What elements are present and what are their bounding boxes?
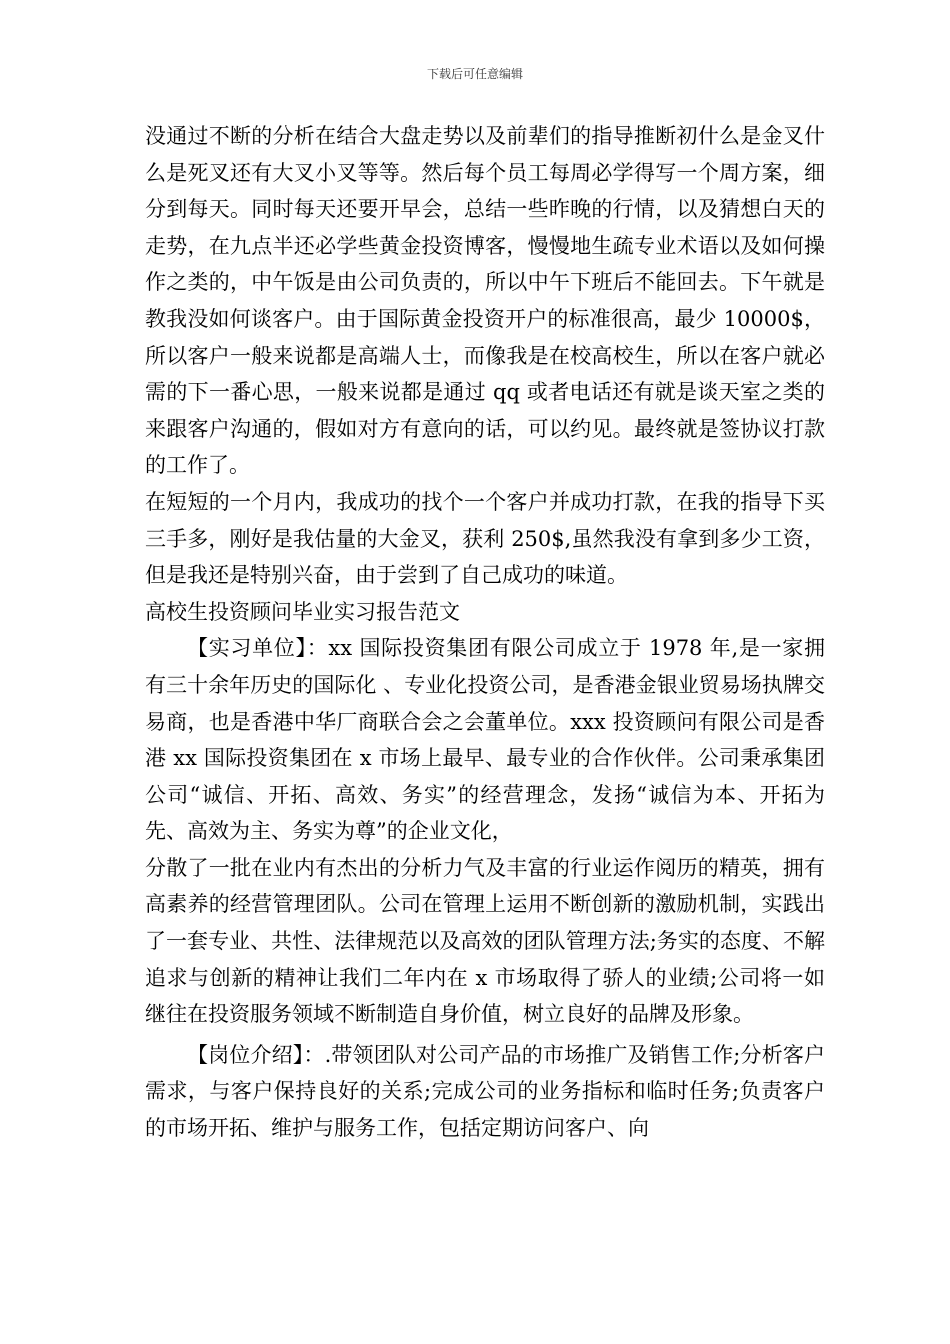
paragraph-first-client: 在短短的一个月内，我成功的找个一个客户并成功打款，在我的指导下买三手多，刚好是我估量的大金叉，获利 250$,虽然我没有拿到多少工资，但是我还是特别兴奋，由于尝到了自己成功的味道。 — [145, 489, 825, 588]
page-header-note: 下载后可任意编辑 — [426, 67, 523, 81]
paragraph-gold-investment-training: 没通过不断的分析在结合大盘走势以及前辈们的指导推断初什么是金叉什么是死叉还有大叉小叉等等。然后每个员工每周必学得写一个周方案，细分到每天。同时每天还要开早会，总结一些昨晚的行情，以及猜想白天的走势，在九点半还必学些黄金投资博客，慢慢地生疏专业术语以及如何操作之类的，中午饭是由公司负责的，所以中午下班后不能回去。下午就是教我没如何谈客户。由于国际黄金投资开户的标准很高，最少 10000$，所以客户一般来说都是高端人士，而像我是在校高校生，所以在客户就必需的下一番心思，一般来说都是通过 qq 或者电话还有就是谈天室之类的来跟客户沟通的，假如对方有意向的话，可以约见。最终就是签协议打款的工作了。 — [145, 124, 825, 478]
paragraph-position-intro: 【岗位介绍】：.带领团队对公司产品的市场推广及销售工作;分析客户需求，与客户保持良好的关系;完成公司的业务指标和临时任务;负责客户的市场开拓、维护与服务工作，包括定期访问客户、向 — [145, 1042, 825, 1141]
section-heading: 高校生投资顾问毕业实习报告范文 — [145, 599, 460, 624]
document-body — [145, 118, 825, 1147]
paragraph-internship-unit: 【实习单位】：xx 国际投资集团有限公司成立于 1978 年,是一家拥有三十余年历史的国际化 、专业化投资公司，是香港金银业贸易场执牌交易商，也是香港中华厂商联合会之会董单位。xxx 投资顾问有限公司是香港 xx 国际投资集团在 x 市场上最早、最专业的合作伙伴。公司秉承集团公司“诚信、开拓、高效、务实”的经营理念，发扬“诚信为本、开拓为先、高效为主、务实为尊”的企业文化， — [145, 636, 825, 844]
paragraph-company-team: 分散了一批在业内有杰出的分析力气及丰富的行业运作阅历的精英，拥有高素养的经营管理团队。公司在管理上运用不断创新的激励机制，实践出了一套专业、共性、法律规范以及高效的团队管理方法;务实的态度、不解追求与创新的精神让我们二年内在 x 市场取得了骄人的业绩;公司将一如继往在投资服务领域不断制造自身价值，树立良好的品牌及形象。 — [145, 855, 825, 1027]
